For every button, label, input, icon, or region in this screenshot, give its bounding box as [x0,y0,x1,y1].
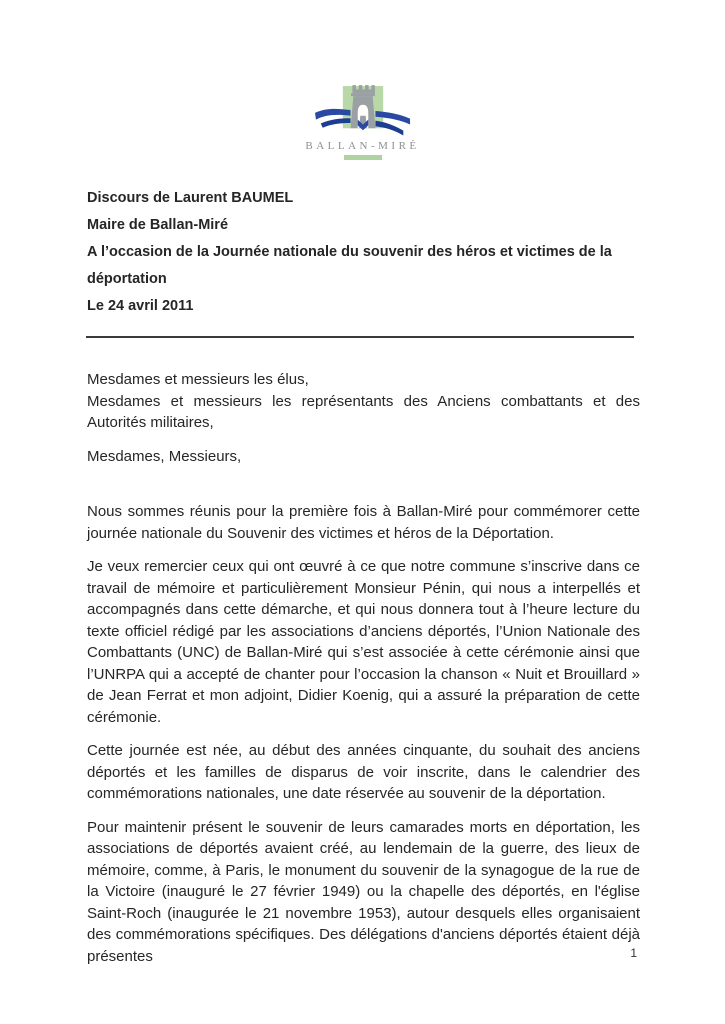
salutation-block [87,369,640,434]
header-author-line: Maire de Ballan-Miré [87,217,229,233]
horizontal-rule [86,320,634,338]
header-occasion-line: A l’occasion de la Journée nationale du souvenir des héros et victimes de la [87,244,612,260]
salutation-line-elus: Mesdames et messieurs les élus, [87,371,309,388]
paragraph-remerciements: Je veux remercier ceux qui ont œuvré à ce que notre commune s’inscrive dans ce travail de mémoire et particulièrement Monsieur Pénin, qui nous a interpellés et accompagnés dans cette démarche, et qui nous donnera tout à l’heure lecture du texte officiel rédigé par les associations d’anciens déportés, l’Union Nationale des Combattants (UNC) de Ballan-Miré qui s’est associée à cette cérémonie ainsi que l’UNRPA qui a accepté de chanter pour l’occasion la chanson « Nuit et Brouillard » de Jean Ferrat et mon adjoint, Didier Koenig, qui a assuré la préparation de cette cérémonie. [87,558,640,726]
speech-body [87,369,640,979]
paragraph-origine-journee: Cette journée est née, au début des années cinquante, du souhait des anciens déportés et les familles de disparus de voir inscrite, dans le calendrier des commémorations nationales, une date réservée au souvenir de la déportation. [87,742,640,802]
header-title-line: Discours de Laurent BAUMEL [87,190,294,206]
document-header [87,185,640,320]
ballan-mire-logo [0,84,725,160]
logo-wordmark: BALLAN-MIRÉ [305,140,420,152]
salutation-line-representants: Mesdames et messieurs les représentants des Anciens combattants et des Autorités militaires, [87,392,640,431]
logo-green-bar [344,155,382,160]
header-occasion-line-wrap: déportation [87,271,167,287]
page-number: 1 [630,946,637,960]
paragraph-reunis: Nous sommes réunis pour la première fois à Ballan-Miré pour commémorer cette journée nationale du Souvenir des victimes et héros de la Déportation. [87,503,640,542]
paragraph-lieux-de-memoire: Pour maintenir présent le souvenir de leurs camarades morts en déportation, les associations de déportés avaient créé, au lendemain de la guerre, des lieux de mémoire, comme, à Paris, le monument du souvenir de la synagogue de la rue de la Victoire (inauguré le 27 février 1949) ou la chapelle des déportés, en l'église Saint-Roch (inaugurée le 21 novembre 1953), autour desquels elles organisaient des commémorations spécifiques. Des délégations d'anciens déportés étaient déjà présentes [87,818,640,965]
header-date-line: Le 24 avril 2011 [87,298,194,314]
salutation-line-mesdames-messieurs: Mesdames, Messieurs, [87,447,242,465]
town-crest-icon [315,84,411,138]
